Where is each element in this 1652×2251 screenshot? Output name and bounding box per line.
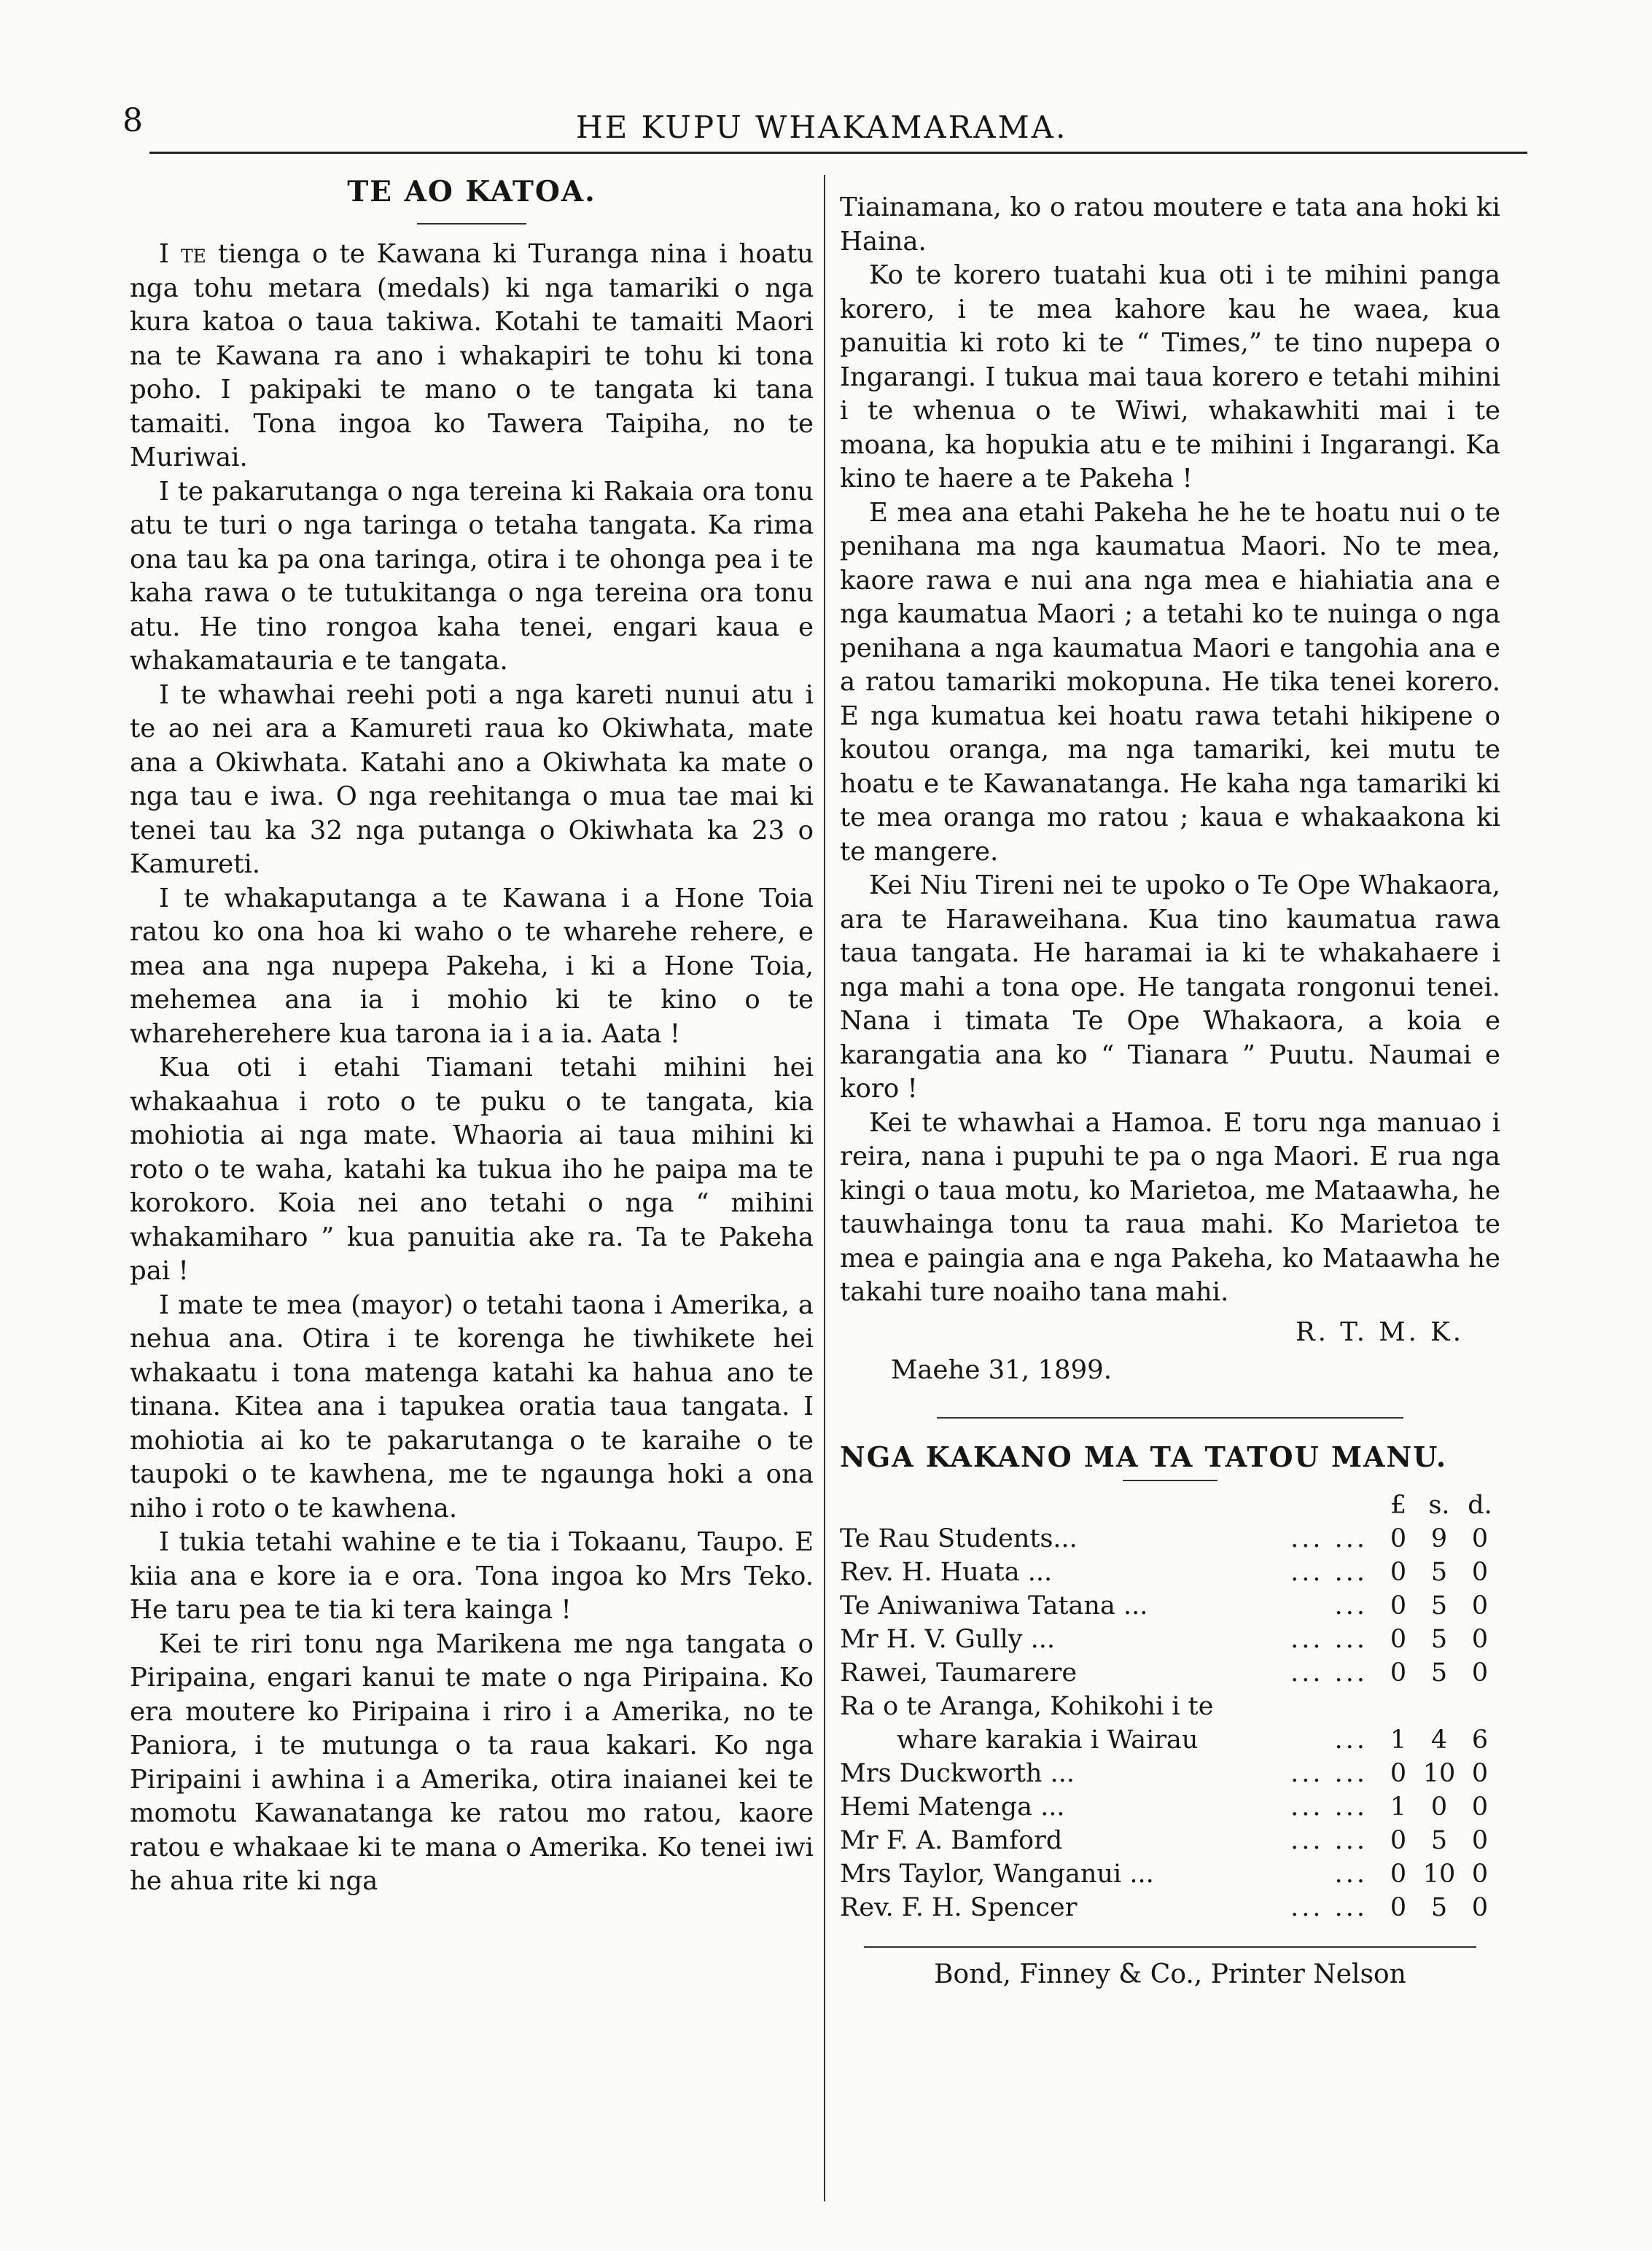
amount-pounds: 0 [1390, 1591, 1407, 1620]
paragraph: I mate te mea (mayor) o tetahi taona i Amerika, a nehua ana. Otira i te korenga he tiwhikete hei whakaatu i tona matenga katahi ka hahua ano te tinana. Kitea ana i tapukea oratia taua tangata. I mohiotia ai ko te pakarutanga o te karaihe o te taupoki o te kawhena, me te ngaunga hoki a ona niho i roto o te kawhena. [130, 1290, 814, 1524]
leader-dots: ... ... [1290, 1893, 1368, 1922]
table-row [840, 1656, 1500, 1690]
section-divider [937, 1417, 1403, 1419]
paragraph: Ko te korero tuatahi kua oti i te mihini panga korero, i te mea kahore kau he waea, kua panuitia ki roto ki te “ Times,” te tino nupepa o Ingarangi. I tukua mai taua korero e tetahi mihini i te whenua o te Wiwi, whakawhiti mai i te moana, ka hopukia atu e te mihini i Ingarangi. Ka kino te haere a te Pakeha ! [840, 260, 1500, 493]
paragraph: Kua oti i etahi Tiamani tetahi mihini hei whakaahua i roto o te puku o te tangata, kia mohiotia ai nga mate. Whaoria ai taua mihini ki roto o te waha, katahi ka tukua iho he paipa ma te korokoro. Koia nei ano tetahi o nga “ mihini whakamiharo ” kua panuitia ake ra. Ta te Pakeha pai ! [130, 1053, 814, 1286]
table-row [840, 1757, 1500, 1790]
amount-pounds: 0 [1390, 1625, 1407, 1654]
amount-pounds: 0 [1390, 1658, 1407, 1688]
signature: R. T. M. K. [1295, 1316, 1464, 1347]
table-row [840, 1857, 1500, 1891]
amount-pence: 0 [1471, 1591, 1489, 1620]
subscriber-name: Rev. H. Huata ... [840, 1558, 1053, 1587]
amount-shillings: 5 [1430, 1558, 1448, 1587]
amount-pence: 6 [1471, 1725, 1489, 1755]
amount-shillings: 9 [1430, 1524, 1448, 1553]
amount-shillings: 10 [1422, 1759, 1456, 1788]
amount-shillings: 0 [1430, 1792, 1448, 1822]
amount-pence: 0 [1471, 1759, 1489, 1788]
leader-dots: ... ... [1290, 1658, 1368, 1688]
paragraph: E mea ana etahi Pakeha he he te hoatu nui o te penihana ma nga kaumatua Maori. No te mea, kaore rawa e nui ana nga mea e hiahiatia ana e nga kaumatua Maori ; a tetahi ko te nuinga o nga penihana a nga kaumatua Maori e tangohia ana e a ratou tamariki mokopuna. He tika tenei korero. E nga kumatua kei hoatu rawa tetahi hikipene o koutou oranga, ma nga tamariki, kei mutu te hoatu e te Kawanatanga. He kaha nga tamariki ki te mea oranga mo ratou ; kaua e whakaakona ki te mangere. [840, 497, 1500, 867]
page-number: 8 [122, 102, 143, 139]
leader-dots: ... ... [1290, 1826, 1368, 1855]
subscriber-name: Mr F. A. Bamford [840, 1826, 1063, 1855]
leader-dots: ... [1334, 1591, 1368, 1620]
running-title: HE KUPU WHAKAMARAMA. [576, 109, 1068, 145]
table-row [840, 1790, 1500, 1824]
amount-shillings: 5 [1430, 1591, 1448, 1620]
paragraph: Kei Niu Tireni nei te upoko o Te Ope Whakaora, ara te Haraweihana. Kua tino kaumatua rawa taua tangata. He haramai ia ki te whakahaere i nga mahi a tona ope. He tangata rongonui tenei. Nana i timata Te Ope Whakaora, a koia e karangatia ana ko “ Tianara ” Puutu. Naumai e koro ! [840, 870, 1500, 1104]
table-row [840, 1589, 1500, 1623]
leader-dots: ... ... [1290, 1524, 1368, 1553]
amount-pounds: 0 [1390, 1893, 1407, 1922]
section-title: TE AO KATOA. [347, 175, 596, 208]
leader-dots: ... ... [1290, 1558, 1368, 1587]
amount-pounds: 1 [1390, 1725, 1407, 1755]
subscriber-name: Ra o te Aranga, Kohikohi i te [840, 1692, 1214, 1721]
amount-pounds: 0 [1390, 1524, 1407, 1553]
subscriber-name: Hemi Matenga ... [840, 1792, 1065, 1822]
amount-pounds [1378, 1690, 1419, 1723]
leader-dots: ... ... [1290, 1792, 1368, 1822]
left-column [130, 173, 814, 1899]
intro-lead: I [159, 239, 181, 269]
subscriber-name: Te Aniwaniwa Tatana ... [840, 1591, 1148, 1620]
printer-rule [864, 1946, 1476, 1948]
header-pence: d. [1468, 1491, 1492, 1520]
table-row [840, 1723, 1500, 1757]
printer-imprint: Bond, Finney & Co., Printer Nelson [934, 1959, 1406, 1989]
paragraph: Kei te whawhai a Hamoa. E toru nga manuao i reira, nana i pupuhi te pa o nga Maori. E rua nga kingi o taua motu, ko Marietoa, me Mataawha, he tauwhainga tonu ta raua mahi. Ko Marietoa te mea e paingia ana e nga Pakeha, ko Mataawha he takahi ture noaiho tana mahi. [840, 1107, 1500, 1307]
dateline: Maehe 31, 1899. [891, 1355, 1113, 1385]
amount-shillings [1419, 1690, 1460, 1723]
amount-pence [1460, 1690, 1500, 1723]
subscriber-name: Rawei, Taumarere [840, 1658, 1078, 1688]
leader-dots: ... [1334, 1725, 1368, 1755]
amount-pounds: 0 [1390, 1826, 1407, 1855]
paragraph: I te whawhai reehi poti a nga kareti nunui atu i te ao nei ara a Kamureti raua ko Okiwhata, mate ana a Okiwhata. Katahi ano a Okiwhata ka mate o nga tau e iwa. O nga reehitanga o mua tae mai ki tenei tau ka 32 nga putanga o Okiwhata ka 23 o Kamureti. [130, 679, 814, 879]
header-shillings: s. [1428, 1491, 1450, 1520]
subscriber-name: Mrs Taylor, Wanganui ... [840, 1860, 1154, 1889]
paragraph: I tukia tetahi wahine e te tia i Tokaanu, Taupo. E kiia ana e kore ia e ora. Tona ingoa ko Mrs Teko. He taru pea te tia ki tera kainga ! [130, 1527, 814, 1625]
table-row [840, 1522, 1500, 1556]
amount-pounds: 1 [1390, 1792, 1407, 1822]
table-row [840, 1556, 1500, 1589]
list-title: NGA KAKANO MA TA TATOU MANU. [840, 1440, 1448, 1473]
subscription-table [840, 1489, 1500, 1924]
paragraph: I te pakarutanga o nga tereina ki Rakaia ora tonu atu te turi o nga taringa o tetaha tangata. Ka rima ona tau ka pa ona taringa, otira i te ohonga pea i te kaha rawa o te tutukitanga o nga tereina ora tonu atu. He tino rongoa kaha tenei, engari kaua e whakamatauria e te tangata. [130, 476, 814, 676]
amount-pence: 0 [1471, 1658, 1489, 1688]
continued-paragraph: Tiainamana, ko o ratou moutere e tata ana hoki ki Haina. [840, 192, 1500, 257]
amount-shillings: 5 [1430, 1625, 1448, 1654]
paragraph-intro [130, 238, 814, 475]
amount-pence: 0 [1471, 1826, 1489, 1855]
amount-pounds: 0 [1390, 1558, 1407, 1587]
amount-pence: 0 [1471, 1625, 1489, 1654]
list-title-rule [1123, 1480, 1217, 1481]
leader-dots: ... [1334, 1860, 1368, 1889]
amount-pence: 0 [1471, 1524, 1489, 1553]
amount-pence: 0 [1471, 1860, 1489, 1889]
intro-rest: tienga o te Kawana ki Turanga nina i hoatu nga tohu metara (medals) ki nga tamariki o nga kura katoa o taua takiwa. Kotahi te tamaiti Maori na te Kawana ra ano i whakapiri te tohu ki tona poho. I pakipaki te mano o te tangata ki tana tamaiti. Tona ingoa ko Tawera Taipiha, no te Muriwai. [130, 239, 814, 472]
table-row [840, 1690, 1500, 1723]
leader-dots: ... ... [1290, 1759, 1368, 1788]
amount-shillings: 5 [1430, 1658, 1448, 1688]
subscriber-name: Rev. F. H. Spencer [840, 1893, 1078, 1922]
amount-pence: 0 [1471, 1792, 1489, 1822]
header-rule [149, 152, 1527, 154]
table-row [840, 1891, 1500, 1924]
table-header-row [840, 1489, 1500, 1522]
amount-shillings: 4 [1430, 1725, 1448, 1755]
table-row [840, 1623, 1500, 1656]
intro-smallcaps: te [180, 239, 206, 269]
leader-dots: ... ... [1290, 1625, 1368, 1654]
leader-dots [1276, 1690, 1378, 1723]
amount-shillings: 5 [1430, 1826, 1448, 1855]
amount-pence: 0 [1471, 1893, 1489, 1922]
column-divider [824, 175, 825, 2201]
amount-pounds: 0 [1390, 1759, 1407, 1788]
amount-shillings: 10 [1422, 1860, 1456, 1889]
subscriber-name: Mrs Duckworth ... [840, 1759, 1075, 1788]
subscriber-name: Te Rau Students... [840, 1524, 1078, 1553]
paragraph: Kei te riri tonu nga Marikena me nga tangata o Piripaina, engari kanui te mate o nga Piripaina. Ko era moutere ko Piripaina i riro i a Amerika, no te Paniora, i te mutunga o ta raua kakari. Ko nga Piripaini i awhina i a Amerika, otira inaianei kei te momotu Kawanatanga ke ratou mo ratou, kaore ratou e whakaae ki te mana o Amerika. Ko tenei iwi he ahua rite ki nga [130, 1628, 814, 1896]
amount-pounds: 0 [1390, 1860, 1407, 1889]
paragraph: I te whakaputanga a te Kawana i a Hone Toia ratou ko ona hoa ki waho o te wharehe rehere, e mea ana nga nupepa Pakeha, i ki a Hone Toia, mehemea ana ia i mohio ki te kino o te whareherehere kua tarona ia i a ia. Aata ! [130, 883, 814, 1049]
subscriber-name: whare karakia i Wairau [897, 1725, 1199, 1755]
table-row [840, 1824, 1500, 1857]
title-rule [417, 223, 526, 225]
amount-shillings: 5 [1430, 1893, 1448, 1922]
right-column [840, 191, 1500, 1992]
amount-pence: 0 [1471, 1558, 1489, 1587]
subscriber-name: Mr H. V. Gully ... [840, 1625, 1056, 1654]
header-pounds: £ [1390, 1491, 1407, 1520]
